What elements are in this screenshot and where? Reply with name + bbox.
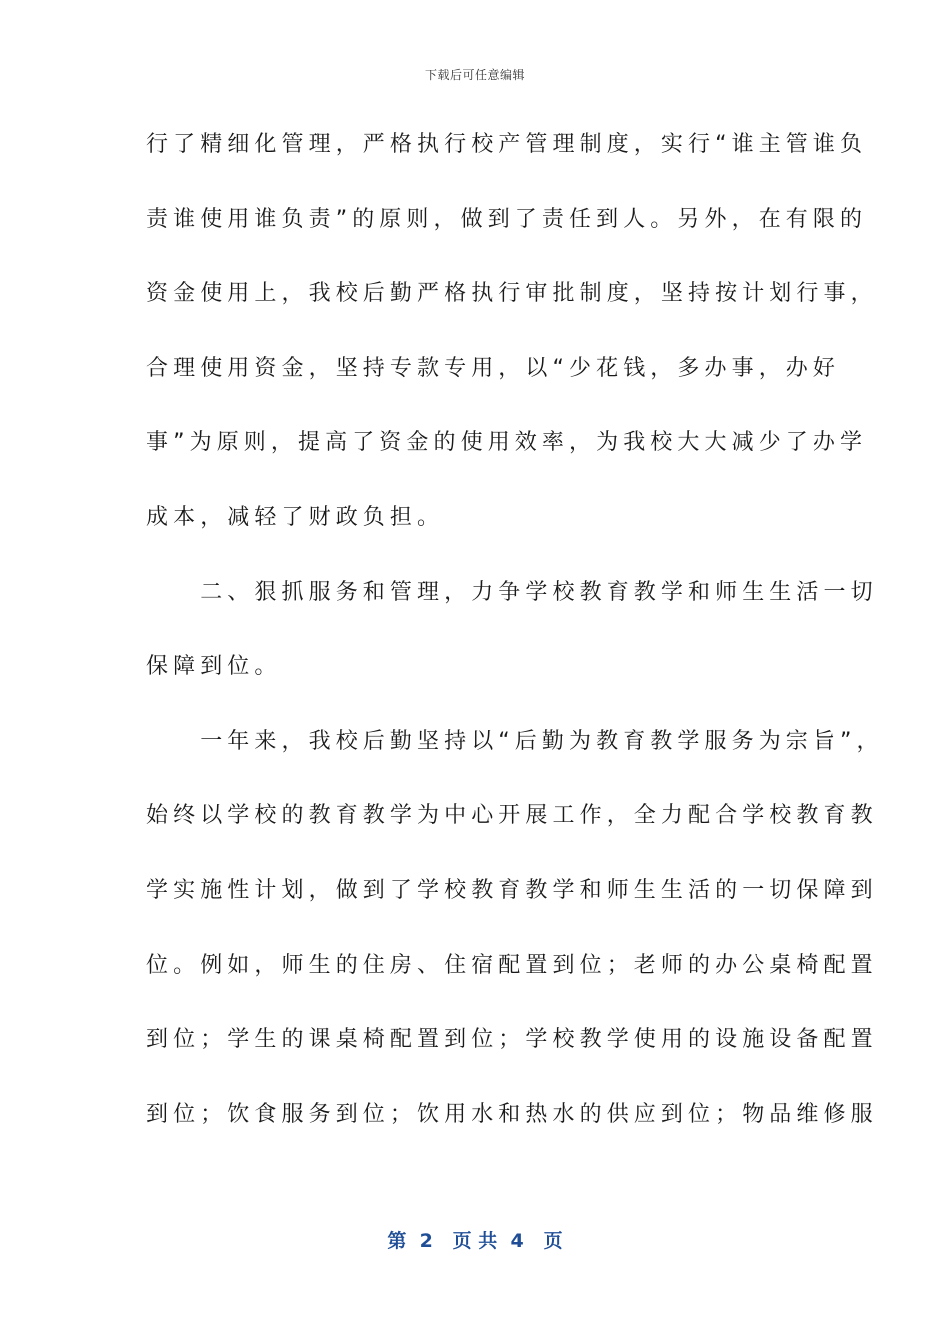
page-number-footer: 第 2 页 共 4 页 (387, 1230, 563, 1252)
text-line: 责谁使用谁负责”的原则，做到了责任到人。另外，在有限的 (146, 206, 868, 232)
text-line: 资金使用上，我校后勤严格执行审批制度，坚持按计划行事， (146, 281, 878, 307)
text-line: 一年来，我校后勤坚持以“后勤为教育教学服务为宗旨”， (146, 728, 884, 754)
text-line: 行了精细化管理，严格执行校产管理制度，实行“谁主管谁负 (146, 132, 868, 157)
text-line: 成本，减轻了财政负担。 (146, 504, 445, 530)
text-line: 合理使用资金，坚持专款专用，以“少花钱，多办事，办好 (146, 355, 840, 381)
document-body (146, 121, 884, 1165)
text-line: 保障到位。 (146, 654, 282, 680)
text-line: 学实施性计划，做到了学校教育教学和师生生活的一切保障到 (146, 877, 878, 903)
text-line: 始终以学校的教育教学为中心开展工作，全力配合学校教育教 (146, 803, 878, 829)
text-line: 到位；学生的课桌椅配置到位；学校教学使用的设施设备配置 (146, 1027, 878, 1053)
header-note: 下载后可任意编辑 (424, 68, 525, 82)
text-line: 事”为原则，提高了资金的使用效率，为我校大大减少了办学 (146, 430, 868, 456)
text-line: 到位；饮食服务到位；饮用水和热水的供应到位；物品维修服 (146, 1101, 878, 1127)
text-line: 位。例如，师生的住房、住宿配置到位；老师的办公桌椅配置 (146, 952, 878, 978)
text-line: 二、狠抓服务和管理，力争学校教育教学和师生生活一切 (146, 579, 878, 605)
